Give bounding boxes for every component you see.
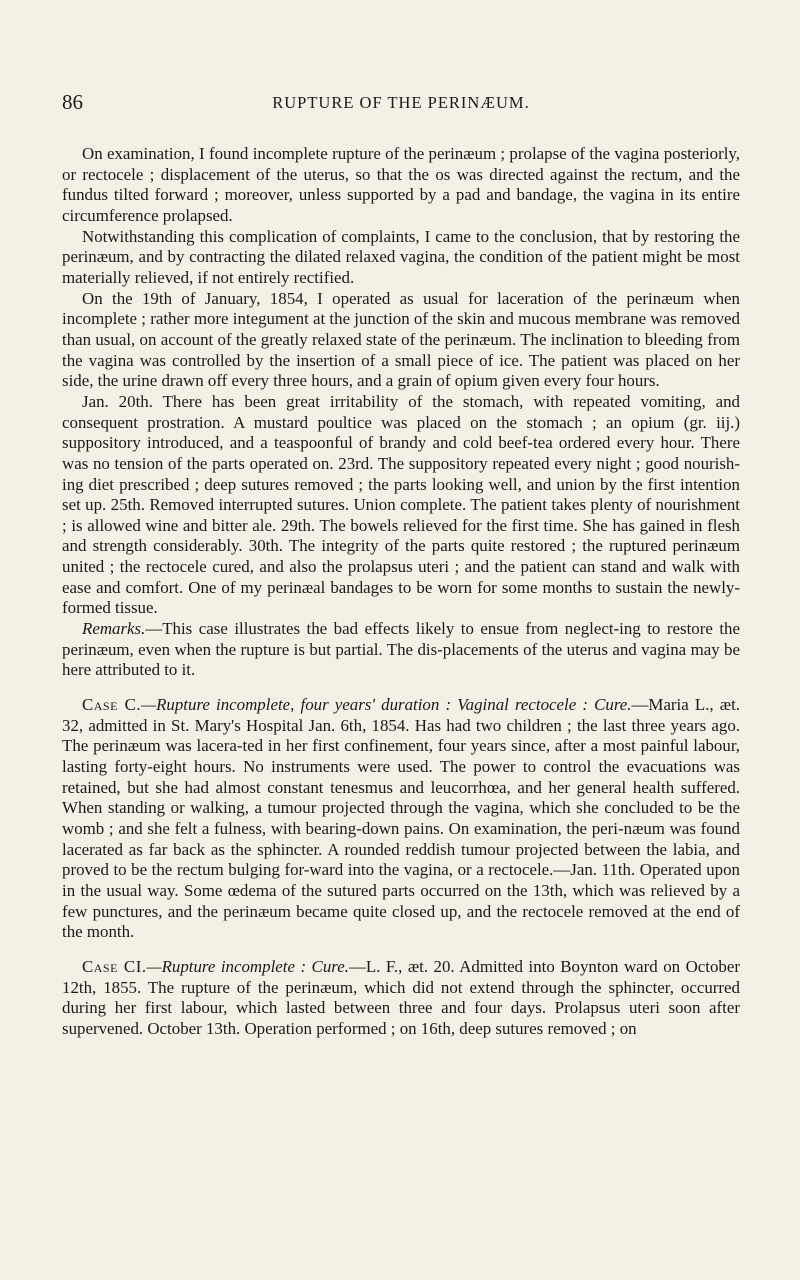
body-text [62,144,740,1040]
remarks-label: Remarks. [82,619,146,639]
case-c-paragraph [62,695,740,943]
case-c-label: Case C. [82,695,142,715]
case-c-heading: —Rupture incomplete, four years' duration : Vaginal rectocele : Cure. [141,695,632,715]
case-ci-label: Case CI. [82,956,147,976]
remarks-paragraph [62,619,740,681]
page-number: 86 [62,90,83,114]
running-title: RUPTURE OF THE PERINÆUM. [272,93,530,112]
paragraph: On examination, I found incomplete rupture of the perinæum ; prolapse of the vagina posteriorly, or rectocele ; displacement of the uterus, so that the os was directed against the rectum, and the fundus tilted forward ; moreover, unless supported by a pad and bandage, the vagina in its entire circumference prolapsed. [62,144,740,225]
paragraph: Jan. 20th. There has been great irritability of the stomach, with repeated vomiting, and consequent prostration. A mustard poultice was placed on the stomach ; an opium (gr. iij.) suppository introduced, and a teaspoonful of brandy and cold beef-tea ordered every hour. There was no tension of the parts operated on. 23rd. The suppository repeated every night ; good nourish-ing diet prescribed ; deep sutures removed ; the parts looking well, and union by the first intention set up. 25th. Removed interrupted sutures. Union complete. The patient takes plenty of nourishment ; is allowed wine and bitter ale. 29th. The bowels relieved for the first time. She has gained in flesh and strength considerably. 30th. The integrity of the parts quite restored ; the ruptured perinæum united ; the rectocele cured, and also the prolapsus uteri ; and the patient can stand and walk with ease and comfort. One of my perinæal bandages to be worn for some months to sustain the newly-formed tissue. [62,391,740,618]
case-ci-text: —L. F., æt. 20. Admitted into Boynton ward on October 12th, 1855. The rupture of the perinæum, which did not extend through the sphincter, occurred during her first labour, which lasted between three and four days. Prolapsus uteri soon after supervened. October 13th. Operation performed ; on 16th, deep sutures removed ; on [62,956,740,1038]
case-ci-paragraph [62,957,740,1040]
remarks-text: —This case illustrates the bad effects likely to ensue from neglect-ing to restore the perinæum, even when the rupture is but partial. The dis-placements of the uterus and vagina may be here attributed to it. [62,619,740,680]
case-c-text: —Maria L., æt. 32, admitted in St. Mary's Hospital Jan. 6th, 1854. Has had two children ; the last three years ago. The perinæum was lacera-ted in her first confinement, four years since, after a most painful labour, lasting forty-eight hours. No instruments were used. The power to control the evacuations was retained, but she had almost constant tenesmus and leucorrhœa, and her general health suffered. When standing or walking, a tumour projected through the vagina, which she concluded to be the womb ; and she felt a fulness, with bearing-down pains. On examination, the peri-næum was found lacerated as far back as the sphincter. A rounded reddish tumour projected between the labia, and proved to be the rectum bulging for-ward into the vagina, or a rectocele.—Jan. 11th. Operated upon in the usual way. Some œdema of the sutured parts occurred on the 13th, which was relieved by a few punctures, and the perinæum became quite closed up, and the rectocele removed at the end of the month. [62,695,740,942]
paragraph: On the 19th of January, 1854, I operated as usual for laceration of the perinæum when incomplete ; rather more integument at the junction of the skin and mucous membrane was removed than usual, on account of the greatly relaxed state of the perinæum. The inclination to bleeding from the vagina was controlled by the insertion of a small piece of ice. The patient was placed on her side, the urine drawn off every three hours, and a grain of opium given every four hours. [62,288,740,391]
paragraph: Notwithstanding this complication of complaints, I came to the conclusion, that by restoring the perinæum, and by contracting the dilated relaxed vagina, the condition of the patient might be most materially relieved, if not entirely rectified. [62,226,740,287]
page-header [62,90,740,120]
case-ci-heading: —Rupture incomplete : Cure. [146,956,349,976]
